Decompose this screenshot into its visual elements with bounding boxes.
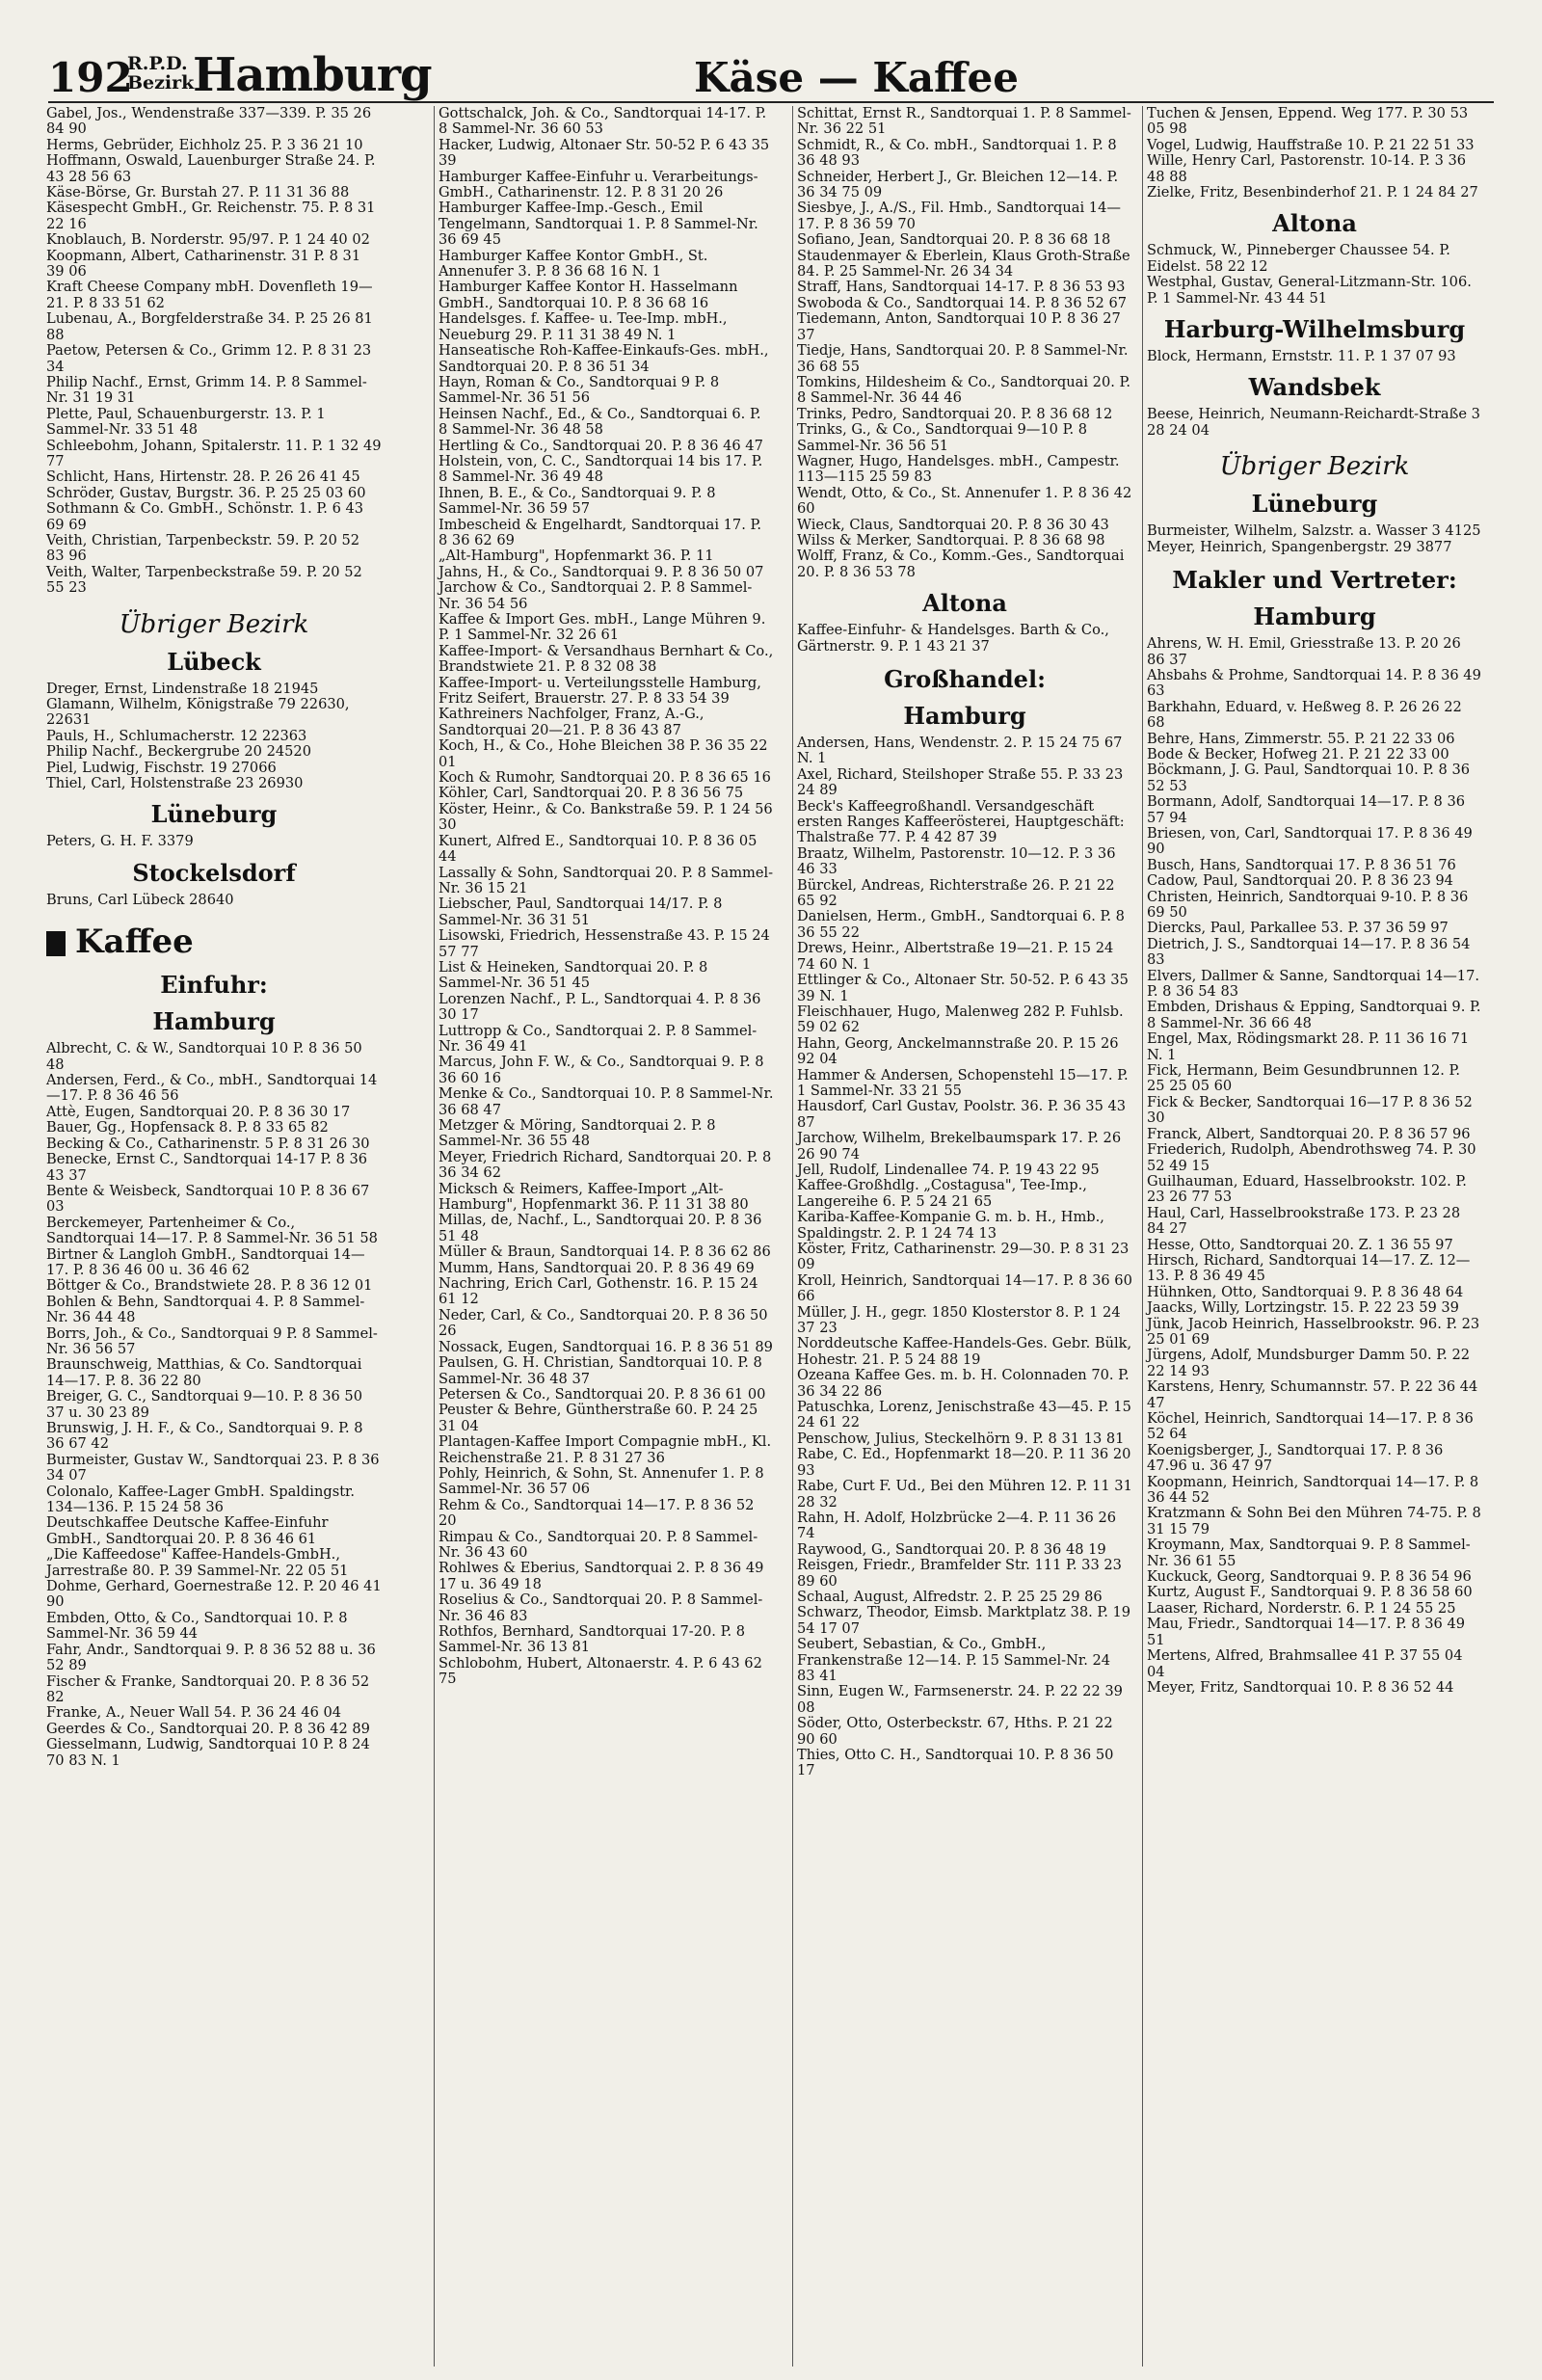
- directory-entry: Gottschalck, Joh. & Co., Sandtorquai 14-17. P. 8 Sammel-Nr. 36 60 53: [439, 105, 767, 138]
- directory-entry: Benecke, Ernst C., Sandtorquai 14-17 P. 8 36 43 37: [46, 1151, 368, 1184]
- column-4: [1142, 106, 1482, 2367]
- directory-entry: Jürgens, Adolf, Mundsburger Damm 50. P. 22 22 14 93: [1147, 1347, 1471, 1379]
- directory-entry: Kaffee-Import- & Versandhaus Bernhart & Co., Brandstwiete 21. P. 8 32 08 38: [439, 642, 774, 676]
- page-number: 192: [48, 54, 133, 101]
- entries-stockelsdorf: [46, 893, 382, 908]
- section-uebriger-bezirk: Übriger Bezirk: [119, 609, 309, 639]
- directory-entry: Heinsen Nachf., Ed., & Co., Sandtorquai 6. P. 8 Sammel-Nr. 36 48 58: [439, 405, 761, 439]
- directory-entry: Briesen, von, Carl, Sandtorquai 17. P. 8 36 49 90: [1147, 824, 1473, 858]
- city-heading-altona: Altona: [922, 589, 1007, 618]
- directory-entry: Burmeister, Wilhelm, Salzstr. a. Wasser 3 4125: [1147, 522, 1481, 540]
- directory-entry: Elvers, Dallmer & Sanne, Sandtorquai 14—17. P. 8 36 54 83: [1147, 967, 1479, 1001]
- directory-entry: Schmidt, R., & Co. mbH., Sandtorquai 1. P. 8 36 48 93: [797, 136, 1117, 170]
- directory-entry: Breiger, G. C., Sandtorquai 9—10. P. 8 36 50 37 u. 30 23 89: [46, 1388, 362, 1421]
- directory-entry: Birtner & Langloh GmbH., Sandtorquai 14—17. P. 8 36 46 00 u. 36 46 62: [46, 1245, 365, 1278]
- directory-entry: Drews, Heinr., Albertstraße 19—21. P. 15 24 74 60 N. 1: [797, 940, 1114, 973]
- city-heading-lueneburg: Lüneburg: [1251, 490, 1378, 519]
- directory-entry: Bode & Becker, Hofweg 21. P. 21 22 33 00: [1147, 745, 1449, 762]
- directory-entry: Rimpau & Co., Sandtorquai 20. P. 8 Sammel-Nr. 36 43 60: [439, 1528, 758, 1561]
- city-heading-luebeck: Lübeck: [167, 647, 261, 676]
- directory-entry: Fahr, Andr., Sandtorquai 9. P. 8 36 52 88 u. 36 52 89: [46, 1641, 376, 1674]
- directory-entry: Giesselmann, Ludwig, Sandtorquai 10 P. 8 24 70 83 N. 1: [46, 1736, 370, 1769]
- directory-entry: Albrecht, C. & W., Sandtorquai 10 P. 8 36 50 48: [46, 1040, 362, 1073]
- city-heading-hamburg: Hamburg: [152, 1007, 276, 1036]
- directory-entry: Meyer, Fritz, Sandtorquai 10. P. 8 36 52 44: [1147, 1678, 1454, 1696]
- directory-entry: Petersen & Co., Sandtorquai 20. P. 8 36 61 00: [439, 1385, 766, 1403]
- directory-entry: Bohlen & Behn, Sandtorquai 4. P. 8 Sammel-Nr. 36 44 48: [46, 1293, 365, 1326]
- directory-entry: Handelsges. f. Kaffee- u. Tee-Imp. mbH., Neueburg 29. P. 11 31 38 49 N. 1: [439, 310, 728, 343]
- directory-entry: Veith, Walter, Tarpenbeckstraße 59. P. 20 52 55 23: [46, 563, 362, 597]
- directory-entry: Hertling & Co., Sandtorquai 20. P. 8 36 46 47: [439, 437, 763, 454]
- directory-entry: Hahn, Georg, Anckelmannstraße 20. P. 15 26 92 04: [797, 1034, 1119, 1068]
- page-city-title: Hamburg: [193, 48, 432, 102]
- directory-entry: Köster, Fritz, Catharinenstr. 29—30. P. 8 31 23 09: [797, 1241, 1130, 1273]
- directory-entry: Liebscher, Paul, Sandtorquai 14/17. P. 8 Sammel-Nr. 36 31 51: [439, 896, 723, 928]
- directory-entry: Geerdes & Co., Sandtorquai 20. P. 8 36 42 89: [46, 1720, 370, 1737]
- directory-entry: Müller, J. H., gegr. 1850 Klosterstor 8. P. 1 24 37 23: [797, 1303, 1121, 1337]
- directory-entry: Diercks, Paul, Parkallee 53. P. 37 36 59 97: [1147, 920, 1449, 937]
- directory-entry: Pohly, Heinrich, & Sohn, St. Annenufer 1. P. 8 Sammel-Nr. 36 57 06: [439, 1464, 764, 1498]
- directory-entry: Rahn, H. Adolf, Holzbrücke 2—4. P. 11 36 26 74: [797, 1509, 1117, 1542]
- directory-entry: Herms, Gebrüder, Eichholz 25. P. 3 36 21 10: [46, 136, 363, 153]
- region-line-1: R.P.D.: [127, 53, 188, 74]
- directory-entry: Paetow, Petersen & Co., Grimm 12. P. 8 31 23 34: [46, 342, 372, 375]
- directory-entry: Köster, Heinr., & Co. Bankstraße 59. P. 1 24 56 30: [439, 800, 773, 834]
- directory-entry: „Die Kaffeedose" Kaffee-Handels-GmbH., Jarrestraße 80. P. 39 Sammel-Nr. 22 05 51: [46, 1546, 349, 1579]
- directory-entry: Dietrich, J. S., Sandtorquai 14—17. P. 8 36 54 83: [1147, 935, 1471, 969]
- directory-entry: Paulsen, G. H. Christian, Sandtorquai 10. P. 8 Sammel-Nr. 36 48 37: [439, 1354, 762, 1387]
- directory-entry: Penschow, Julius, Steckelhörn 9. P. 8 31 13 81: [797, 1430, 1125, 1447]
- directory-entry: Sothmann & Co. GmbH., Schönstr. 1. P. 6 43 69 69: [46, 500, 364, 533]
- directory-entry: Kaffee-Import- u. Verteilungsstelle Hamburg, Fritz Seifert, Brauerstr. 27. P. 8 33 54 39: [439, 674, 761, 708]
- directory-entry: Kraft Cheese Company mbH. Dovenfleth 19—21. P. 8 33 51 62: [46, 279, 373, 311]
- directory-entry: Köhler, Carl, Sandtorquai 20. P. 8 36 56 75: [439, 785, 744, 802]
- directory-entry: Schlicht, Hans, Hirtenstr. 28. P. 26 26 41 45: [46, 468, 360, 486]
- entries-a: [797, 106, 1132, 580]
- directory-entry: Swoboda & Co., Sandtorquai 14. P. 8 36 52 67: [797, 294, 1128, 311]
- entries-b: [46, 1041, 382, 1769]
- section-marker-icon: [46, 931, 66, 956]
- directory-entry: Beese, Heinrich, Neumann-Reichardt-Straße 3 28 24 04: [1147, 406, 1480, 439]
- directory-entry: Wagner, Hugo, Handelsges. mbH., Campestr. 113—115 25 59 83: [797, 452, 1120, 486]
- city-heading-altona: Altona: [1272, 209, 1357, 238]
- directory-entry: Raywood, G., Sandtorquai 20. P. 8 36 48 19: [797, 1540, 1106, 1558]
- region-line-2: Bezirk: [127, 72, 195, 94]
- directory-entry: Kunert, Alfred E., Sandtorquai 10. P. 8 36 05 44: [439, 832, 758, 866]
- entries-b: [1147, 636, 1482, 1696]
- directory-entry: Roselius & Co., Sandtorquai 20. P. 8 Sammel-Nr. 36 46 83: [439, 1591, 763, 1624]
- column-1: [46, 106, 382, 1769]
- directory-entry: Müller & Braun, Sandtorquai 14. P. 8 36 62 86: [439, 1243, 771, 1261]
- directory-entry: Pauls, H., Schlumacherstr. 12 22363: [46, 727, 307, 744]
- directory-entry: Jell, Rudolf, Lindenallee 74. P. 19 43 22 95: [797, 1161, 1100, 1178]
- column-2: [434, 106, 774, 2367]
- directory-entry: Tiedje, Hans, Sandtorquai 20. P. 8 Sammel-Nr. 36 68 55: [797, 342, 1129, 375]
- directory-entry: Micksch & Reimers, Kaffee-Import „Alt-Hamburg", Hopfenmarkt 36. P. 11 31 38 80: [439, 1180, 749, 1214]
- directory-entry: Kaffee & Import Ges. mbH., Lange Mühren 9. P. 1 Sammel-Nr. 32 26 61: [439, 611, 766, 644]
- directory-entry: Kaffee-Großhdlg. „Costagusa", Tee-Imp., Langereihe 6. P. 5 24 21 65: [797, 1177, 1087, 1210]
- directory-entry: Ahsbahs & Prohme, Sandtorquai 14. P. 8 36 49 63: [1147, 666, 1481, 700]
- directory-entry: Hamburger Kaffee Kontor H. Hasselmann GmbH., Sandtorquai 10. P. 8 36 68 16: [439, 279, 738, 311]
- directory-entry: Lorenzen Nachf., P. L., Sandtorquai 4. P. 8 36 30 17: [439, 990, 761, 1024]
- directory-entry: Plantagen-Kaffee Import Compagnie mbH., Kl. Reichenstraße 21. P. 8 31 27 36: [439, 1433, 772, 1466]
- directory-entry: Ettlinger & Co., Altonaer Str. 50-52. P. 6 43 35 39 N. 1: [797, 972, 1129, 1004]
- directory-entry: Böckmann, J. G. Paul, Sandtorquai 10. P. 8 36 52 53: [1147, 762, 1471, 794]
- directory-entry: Berckemeyer, Partenheimer & Co., Sandtorquai 14—17. P. 8 Sammel-Nr. 36 51 58: [46, 1214, 378, 1247]
- entries-harburg: [1147, 349, 1482, 364]
- city-heading-harburg: Harburg-Wilhelmsburg: [1163, 315, 1466, 344]
- directory-entry: Sofiano, Jean, Sandtorquai 20. P. 8 36 68 18: [797, 231, 1111, 249]
- directory-entry: Friederich, Rudolph, Abendrothsweg 74. P. 30 52 49 15: [1147, 1141, 1476, 1174]
- directory-entry: Becking & Co., Catharinenstr. 5 P. 8 31 26 30: [46, 1135, 370, 1152]
- directory-entry: Wilss & Merker, Sandtorquai. P. 8 36 68 98: [797, 531, 1105, 548]
- directory-entry: Christen, Heinrich, Sandtorquai 9-10. P. 8 36 69 50: [1147, 888, 1469, 921]
- directory-entry: Bauer, Gg., Hopfensack 8. P. 8 33 65 82: [46, 1119, 329, 1137]
- directory-entry: Burmeister, Gustav W., Sandtorquai 23. P. 8 36 34 07: [46, 1451, 380, 1484]
- category-kaffee-label: Kaffee: [75, 923, 194, 962]
- directory-entry: Veith, Christian, Tarpenbeckstr. 59. P. 20 52 83 96: [46, 531, 360, 565]
- directory-entry: Meyer, Heinrich, Spangenbergstr. 29 3877: [1147, 538, 1452, 555]
- directory-entry: Rehm & Co., Sandtorquai 14—17. P. 8 36 52 20: [439, 1496, 755, 1530]
- directory-entry: Peters, G. H. F. 3379: [46, 833, 194, 850]
- directory-entry: Laaser, Richard, Norderstr. 6. P. 1 24 55 25: [1147, 1599, 1456, 1617]
- directory-entry: Braatz, Wilhelm, Pastorenstr. 10—12. P. 3 36 46 33: [797, 844, 1116, 878]
- directory-entry: Glamann, Wilhelm, Königstraße 79 22630, 22631: [46, 696, 350, 729]
- directory-entry: Mau, Friedr., Sandtorquai 14—17. P. 8 36 49 51: [1147, 1616, 1466, 1648]
- directory-entry: Block, Hermann, Ernststr. 11. P. 1 37 07 93: [1147, 348, 1456, 365]
- entries-wandsbek: [1147, 407, 1482, 439]
- directory-entry: Trinks, G., & Co., Sandtorquai 9—10 P. 8 Sammel-Nr. 36 56 51: [797, 421, 1088, 454]
- directory-entry: Millas, de, Nachf., L., Sandtorquai 20. P. 8 36 51 48: [439, 1212, 762, 1244]
- directory-entry: Braunschweig, Matthias, & Co. Sandtorquai 14—17. P. 8. 36 22 80: [46, 1356, 362, 1389]
- directory-entry: Böttger & Co., Brandstwiete 28. P. 8 36 12 01: [46, 1277, 373, 1295]
- directory-entry: Gabel, Jos., Wendenstraße 337—339. P. 35 26 84 90: [46, 105, 372, 138]
- directory-entry: Guilhauman, Eduard, Hasselbrookstr. 102. P. 23 26 77 53: [1147, 1172, 1467, 1206]
- directory-entry: Kurtz, August F., Sandtorquai 9. P. 8 36 58 60: [1147, 1584, 1473, 1601]
- directory-entry: Zielke, Fritz, Besenbinderhof 21. P. 1 24 84 27: [1147, 184, 1478, 201]
- directory-entry: Wieck, Claus, Sandtorquai 20. P. 8 36 30 43: [797, 516, 1109, 533]
- directory-entry: Schleebohm, Johann, Spitalerstr. 11. P. 1 32 49 77: [46, 437, 382, 469]
- section-uebriger-bezirk: Übriger Bezirk: [1219, 452, 1410, 482]
- directory-entry: Ihnen, B. E., & Co., Sandtorquai 9. P. 8 Sammel-Nr. 36 59 57: [439, 484, 716, 518]
- directory-entry: Hamburger Kaffee-Einfuhr u. Verarbeitungs-GmbH., Catharinenstr. 12. P. 8 31 20 26: [439, 168, 758, 201]
- directory-entry: Dohme, Gerhard, Goernestraße 12. P. 20 46 41 90: [46, 1578, 382, 1611]
- directory-entry: Borrs, Joh., & Co., Sandtorquai 9 P. 8 Sammel-Nr. 36 56 57: [46, 1324, 378, 1357]
- directory-entry: Koenigsberger, J., Sandtorquai 17. P. 8 36 47.96 u. 36 47 97: [1147, 1441, 1444, 1475]
- directory-entry: Hirsch, Richard, Sandtorquai 14—17. Z. 12—13. P. 8 36 49 45: [1147, 1251, 1471, 1285]
- page-topic-title: Käse — Kaffee: [694, 54, 1019, 101]
- directory-entry: Hanseatische Roh-Kaffee-Einkaufs-Ges. mbH., Sandtorquai 20. P. 8 36 51 34: [439, 342, 769, 375]
- directory-entry: Straff, Hans, Sandtorquai 14-17. P. 8 36 53 93: [797, 279, 1126, 296]
- directory-entry: Mertens, Alfred, Brahmsallee 41 P. 37 55 04 04: [1147, 1647, 1463, 1680]
- directory-entry: Embden, Otto, & Co., Sandtorquai 10. P. 8 Sammel-Nr. 36 59 44: [46, 1609, 348, 1643]
- city-heading-hamburg: Hamburg: [1253, 602, 1376, 631]
- directory-entry: Hammer & Andersen, Schopenstehl 15—17. P. 1 Sammel-Nr. 33 21 55: [797, 1066, 1129, 1099]
- directory-entry: Attè, Eugen, Sandtorquai 20. P. 8 36 30 17: [46, 1103, 351, 1120]
- directory-entry: Rothfos, Bernhard, Sandtorquai 17-20. P. 8 Sammel-Nr. 36 13 81: [439, 1623, 746, 1656]
- directory-entry: Hamburger Kaffee-Imp.-Gesch., Emil Tengelmann, Sandtorquai 1. P. 8 Sammel-Nr. 36 69 45: [439, 200, 758, 249]
- directory-entry: Jünk, Jacob Heinrich, Hasselbrookstr. 96. P. 23 25 01 69: [1147, 1315, 1480, 1348]
- directory-entry: Koopmann, Heinrich, Sandtorquai 14—17. P. 8 36 44 52: [1147, 1473, 1479, 1507]
- directory-entry: Ozeana Kaffee Ges. m. b. H. Colonnaden 70. P. 36 34 22 86: [797, 1367, 1130, 1400]
- directory-entry: Westphal, Gustav, General-Litzmann-Str. 106. P. 1 Sammel-Nr. 43 44 51: [1147, 274, 1472, 307]
- directory-entry: Brunswig, J. H. F., & Co., Sandtorquai 9. P. 8 36 67 42: [46, 1420, 363, 1453]
- directory-entry: Busch, Hans, Sandtorquai 17. P. 8 36 51 76: [1147, 856, 1456, 873]
- directory-entry: Koch, H., & Co., Hohe Bleichen 38 P. 36 35 22 01: [439, 737, 768, 770]
- directory-entry: Söder, Otto, Osterbeckstr. 67, Hths. P. 21 22 90 60: [797, 1715, 1113, 1748]
- directory-entry: Andersen, Hans, Wendenstr. 2. P. 15 24 75 67 N. 1: [797, 735, 1123, 767]
- directory-entry: Ahrens, W. H. Emil, Griesstraße 13. P. 20 26 86 37: [1147, 635, 1461, 668]
- entries: [439, 106, 774, 1688]
- directory-entry: Jarchow & Co., Sandtorquai 2. P. 8 Sammel-Nr. 36 54 56: [439, 579, 753, 612]
- directory-entry: Tiedemann, Anton, Sandtorquai 10 P. 8 36 27 37: [797, 310, 1121, 343]
- directory-entry: Behre, Hans, Zimmerstr. 55. P. 21 22 33 06: [1147, 730, 1455, 747]
- directory-entry: Bürckel, Andreas, Richterstraße 26. P. 21 22 65 92: [797, 876, 1115, 910]
- directory-entry: Tuchen & Jensen, Eppend. Weg 177. P. 30 53 05 98: [1147, 105, 1469, 138]
- directory-entry: Cadow, Paul, Sandtorquai 20. P. 8 36 23 94: [1147, 872, 1453, 890]
- directory-entry: Jaacks, Willy, Lortzingstr. 15. P. 22 23 59 39: [1147, 1299, 1459, 1317]
- directory-entry: Sinn, Eugen W., Farmsenerstr. 24. P. 22 22 39 08: [797, 1683, 1123, 1716]
- directory-entry: Axel, Richard, Steilshoper Straße 55. P. 33 23 24 89: [797, 765, 1124, 799]
- directory-entry: Siesbye, J., A./S., Fil. Hmb., Sandtorquai 14—17. P. 8 36 59 70: [797, 200, 1121, 232]
- category-kaffee: [46, 923, 382, 960]
- directory-entry: Rabe, C. Ed., Hopfenmarkt 18—20. P. 11 36 20 93: [797, 1446, 1131, 1479]
- directory-entry: Jarchow, Wilhelm, Brekelbaumspark 17. P. 26 26 90 74: [797, 1130, 1122, 1163]
- directory-entry: Patuschka, Lorenz, Jenischstraße 43—45. P. 15 24 61 22: [797, 1399, 1131, 1431]
- directory-entry: Nossack, Eugen, Sandtorquai 16. P. 8 36 51 89: [439, 1338, 773, 1355]
- directory-entry: List & Heineken, Sandtorquai 20. P. 8 Sammel-Nr. 36 51 45: [439, 958, 708, 992]
- directory-entry: Karstens, Henry, Schumannstr. 57. P. 22 36 44 47: [1147, 1378, 1478, 1411]
- directory-entry: Deutschkaffee Deutsche Kaffee-Einfuhr GmbH., Sandtorquai 20. P. 8 36 46 61: [46, 1514, 329, 1547]
- directory-entry: Käse-Börse, Gr. Burstah 27. P. 11 31 36 88: [46, 184, 350, 201]
- directory-entry: Menke & Co., Sandtorquai 10. P. 8 Sammel-Nr. 36 68 47: [439, 1085, 774, 1118]
- directory-entry: „Alt-Hamburg", Hopfenmarkt 36. P. 11: [439, 548, 714, 565]
- directory-entry: Lassally & Sohn, Sandtorquai 20. P. 8 Sammel-Nr. 36 15 21: [439, 864, 774, 896]
- directory-entry: Holstein, von, C. C., Sandtorquai 14 bis 17. P. 8 Sammel-Nr. 36 49 48: [439, 452, 763, 486]
- directory-entry: Haul, Carl, Hasselbrookstraße 173. P. 23 28 84 27: [1147, 1204, 1461, 1238]
- directory-entry: Kaffee-Einfuhr- & Handelsges. Barth & Co., Gärtnerstr. 9. P. 1 43 21 37: [797, 622, 1109, 655]
- directory-entry: Lubenau, A., Borgfelderstraße 34. P. 25 26 81 88: [46, 310, 373, 343]
- directory-entry: Fick & Becker, Sandtorquai 16—17 P. 8 36 52 30: [1147, 1093, 1473, 1127]
- directory-entry: Mumm, Hans, Sandtorquai 20. P. 8 36 49 69: [439, 1259, 755, 1276]
- directory-entry: Philip Nachf., Ernst, Grimm 14. P. 8 Sammel-Nr. 31 19 31: [46, 373, 367, 407]
- page-header: [48, 48, 1494, 103]
- directory-entry: Colonalo, Kaffee-Lager GmbH. Spaldingstr. 134—136. P. 15 24 58 36: [46, 1483, 356, 1516]
- region-label: [127, 54, 194, 93]
- directory-entry: Hühnken, Otto, Sandtorquai 9. P. 8 36 48 64: [1147, 1283, 1464, 1300]
- directory-entry: Hacker, Ludwig, Altonaer Str. 50-52 P. 6 43 35 39: [439, 136, 770, 170]
- directory-entry: Peuster & Behre, Güntherstraße 60. P. 24 25 31 04: [439, 1402, 758, 1434]
- directory-entry: Danielsen, Herm., GmbH., Sandtorquai 6. P. 8 36 55 22: [797, 908, 1125, 941]
- directory-entry: Köchel, Heinrich, Sandtorquai 14—17. P. 8 36 52 64: [1147, 1410, 1474, 1443]
- directory-entry: Koch & Rumohr, Sandtorquai 20. P. 8 36 65 16: [439, 769, 771, 787]
- directory-entry: Kroll, Heinrich, Sandtorquai 14—17. P. 8 36 60 66: [797, 1271, 1132, 1305]
- city-heading-lueneburg: Lüneburg: [150, 800, 278, 829]
- directory-entry: Staudenmayer & Eberlein, Klaus Groth-Straße 84. P. 25 Sammel-Nr. 26 34 34: [797, 247, 1130, 281]
- entries-altona: [1147, 243, 1482, 307]
- directory-entry: Beck's Kaffeegroßhandl. Versandgeschäft ersten Ranges Kaffeerösterei, Hauptgeschäft: Thalstraße 77. P. 4 42 87 39: [797, 797, 1125, 846]
- column-3: [792, 106, 1132, 2367]
- directory-entry: Hamburger Kaffee Kontor GmbH., St. Annenufer 3. P. 8 36 68 16 N. 1: [439, 247, 708, 281]
- directory-entry: Käsespecht GmbH., Gr. Reichenstr. 75. P. 8 31 22 16: [46, 200, 376, 232]
- directory-entry: Thiel, Carl, Holstenstraße 23 26930: [46, 775, 304, 792]
- directory-entry: Bormann, Adolf, Sandtorquai 14—17. P. 8 36 57 94: [1147, 793, 1466, 826]
- directory-entry: Dreger, Ernst, Lindenstraße 18 21945: [46, 680, 319, 697]
- directory-entry: Fick, Hermann, Beim Gesundbrunnen 12. P. 25 25 05 60: [1147, 1062, 1461, 1095]
- directory-entry: Rabe, Curt F. Ud., Bei den Mühren 12. P. 11 31 28 32: [797, 1478, 1132, 1511]
- entries-lueneburg: [46, 834, 382, 849]
- directory-entry: Kratzmann & Sohn Bei den Mühren 74-75. P. 8 31 15 79: [1147, 1505, 1481, 1538]
- entries-a: [46, 106, 382, 597]
- directory-entry: Meyer, Friedrich Richard, Sandtorquai 20. P. 8 36 34 62: [439, 1148, 772, 1182]
- directory-entry: Trinks, Pedro, Sandtorquai 20. P. 8 36 68 12: [797, 405, 1113, 422]
- directory-entry: Plette, Paul, Schauenburgerstr. 13. P. 1 Sammel-Nr. 33 51 48: [46, 405, 326, 439]
- directory-entry: Schneider, Herbert J., Gr. Bleichen 12—14. P. 36 34 75 09: [797, 168, 1119, 201]
- directory-entry: Seubert, Sebastian, & Co., GmbH., Frankenstraße 12—14. P. 15 Sammel-Nr. 24 83 41: [797, 1636, 1111, 1684]
- directory-entry: Hoffmann, Oswald, Lauenburger Straße 24. P. 43 28 56 63: [46, 152, 376, 185]
- directory-entry: Embden, Drishaus & Epping, Sandtorquai 9. P. 8 Sammel-Nr. 36 66 48: [1147, 999, 1481, 1031]
- directory-entry: Kathreiners Nachfolger, Franz, A.-G., Sandtorquai 20—21. P. 8 36 43 87: [439, 706, 705, 738]
- directory-entry: Bruns, Carl Lübeck 28640: [46, 891, 234, 908]
- entries-b: [797, 735, 1132, 1779]
- directory-entry: Metzger & Möring, Sandtorquai 2. P. 8 Sammel-Nr. 36 55 48: [439, 1117, 716, 1150]
- directory-entry: Knoblauch, B. Norderstr. 95/97. P. 1 24 40 02: [46, 231, 370, 249]
- directory-entry: Wendt, Otto, & Co., St. Annenufer 1. P. 8 36 42 60: [797, 484, 1132, 518]
- directory-entry: Koopmann, Albert, Catharinenstr. 31 P. 8 31 39 06: [46, 247, 361, 281]
- directory-entry: Franck, Albert, Sandtorquai 20. P. 8 36 57 96: [1147, 1125, 1471, 1142]
- directory-entry: Fischer & Franke, Sandtorquai 20. P. 8 36 52 82: [46, 1672, 370, 1705]
- directory-entry: Vogel, Ludwig, Hauffstraße 10. P. 21 22 51 33: [1147, 136, 1475, 153]
- city-heading-wandsbek: Wandsbek: [1248, 373, 1381, 402]
- directory-entry: Luttropp & Co., Sandtorquai 2. P. 8 Sammel-Nr. 36 49 41: [439, 1022, 758, 1055]
- directory-entry: Philip Nachf., Beckergrube 20 24520: [46, 743, 312, 761]
- city-heading-hamburg: Hamburg: [903, 702, 1026, 730]
- directory-entry: Wille, Henry Carl, Pastorenstr. 10-14. P. 3 36 48 88: [1147, 152, 1467, 185]
- city-heading-stockelsdorf: Stockelsdorf: [132, 858, 296, 887]
- directory-entry: Kariba-Kaffee-Kompanie G. m. b. H., Hmb., Spaldingstr. 2. P. 1 24 74 13: [797, 1209, 1104, 1242]
- directory-entry: Hayn, Roman & Co., Sandtorquai 9 P. 8 Sammel-Nr. 36 51 56: [439, 373, 720, 407]
- category-makler-vertreter: Makler und Vertreter:: [1172, 566, 1457, 595]
- directory-entry: Thies, Otto C. H., Sandtorquai 10. P. 8 36 50 17: [797, 1747, 1114, 1779]
- directory-entry: Schröder, Gustav, Burgstr. 36. P. 25 25 03 60: [46, 484, 366, 501]
- directory-entry: Neder, Carl, & Co., Sandtorquai 20. P. 8 36 50 26: [439, 1306, 768, 1340]
- directory-entry: Norddeutsche Kaffee-Handels-Ges. Gebr. Bülk, Hohestr. 21. P. 5 24 88 19: [797, 1335, 1132, 1368]
- directory-entry: Kroymann, Max, Sandtorquai 9. P. 8 Sammel-Nr. 36 61 55: [1147, 1537, 1471, 1569]
- subcategory-einfuhr: Einfuhr:: [160, 971, 268, 1000]
- directory-entry: Marcus, John F. W., & Co., Sandtorquai 9. P. 8 36 60 16: [439, 1054, 764, 1086]
- directory-entry: Hesse, Otto, Sandtorquai 20. Z. 1 36 55 97: [1147, 1236, 1453, 1253]
- entries-a: [1147, 106, 1482, 201]
- directory-entry: Schlobohm, Hubert, Altonaerstr. 4. P. 6 43 62 75: [439, 1654, 762, 1688]
- directory-entry: Piel, Ludwig, Fischstr. 19 27066: [46, 759, 277, 776]
- directory-entry: Imbescheid & Engelhardt, Sandtorquai 17. P. 8 36 62 69: [439, 516, 761, 548]
- directory-entry: Schaal, August, Alfredstr. 2. P. 25 25 29 86: [797, 1588, 1103, 1605]
- category-grosshandel: Großhandel:: [884, 665, 1046, 693]
- directory-entry: Schmuck, W., Pinneberger Chaussee 54. P. Eidelst. 58 22 12: [1147, 242, 1450, 275]
- directory-entry: Fleischhauer, Hugo, Malenweg 282 P. Fuhlsb. 59 02 62: [797, 1003, 1124, 1036]
- directory-entry: Tomkins, Hildesheim & Co., Sandtorquai 20. P. 8 Sammel-Nr. 36 44 46: [797, 373, 1131, 407]
- entries-altona: [797, 623, 1132, 655]
- directory-entry: Franke, A., Neuer Wall 54. P. 36 24 46 04: [46, 1704, 342, 1722]
- entries-lueneburg: [1147, 523, 1482, 555]
- directory-entry: Barkhahn, Eduard, v. Heßweg 8. P. 26 26 22 68: [1147, 698, 1462, 732]
- directory-entry: Rohlwes & Eberius, Sandtorquai 2. P. 8 36 49 17 u. 36 49 18: [439, 1560, 764, 1592]
- directory-entry: Bente & Weisbeck, Sandtorquai 10 P. 8 36 67 03: [46, 1182, 370, 1216]
- directory-entry: Jahns, H., & Co., Sandtorquai 9. P. 8 36 50 07: [439, 563, 764, 580]
- directory-entry: Schittat, Ernst R., Sandtorquai 1. P. 8 Sammel-Nr. 36 22 51: [797, 105, 1131, 138]
- directory-entry: Hausdorf, Carl Gustav, Poolstr. 36. P. 36 35 43 87: [797, 1098, 1127, 1131]
- directory-entry: Kuckuck, Georg, Sandtorquai 9. P. 8 36 54 96: [1147, 1568, 1472, 1586]
- directory-entry: Wolff, Franz, & Co., Komm.-Ges., Sandtorquai 20. P. 8 36 53 78: [797, 548, 1125, 580]
- directory-entry: Nachring, Erich Carl, Gothenstr. 16. P. 15 24 61 12: [439, 1275, 758, 1308]
- directory-entry: Schwarz, Theodor, Eimsb. Marktplatz 38. P. 19 54 17 07: [797, 1604, 1131, 1637]
- directory-entry: Reisgen, Friedr., Bramfelder Str. 111 P. 33 23 89 60: [797, 1557, 1122, 1590]
- entries-luebeck: [46, 682, 382, 792]
- directory-entry: Andersen, Ferd., & Co., mbH., Sandtorquai 14—17. P. 8 36 46 56: [46, 1072, 378, 1105]
- directory-entry: Lisowski, Friedrich, Hessenstraße 43. P. 15 24 57 77: [439, 927, 770, 960]
- directory-entry: Engel, Max, Rödingsmarkt 28. P. 11 36 16 71 N. 1: [1147, 1030, 1470, 1063]
